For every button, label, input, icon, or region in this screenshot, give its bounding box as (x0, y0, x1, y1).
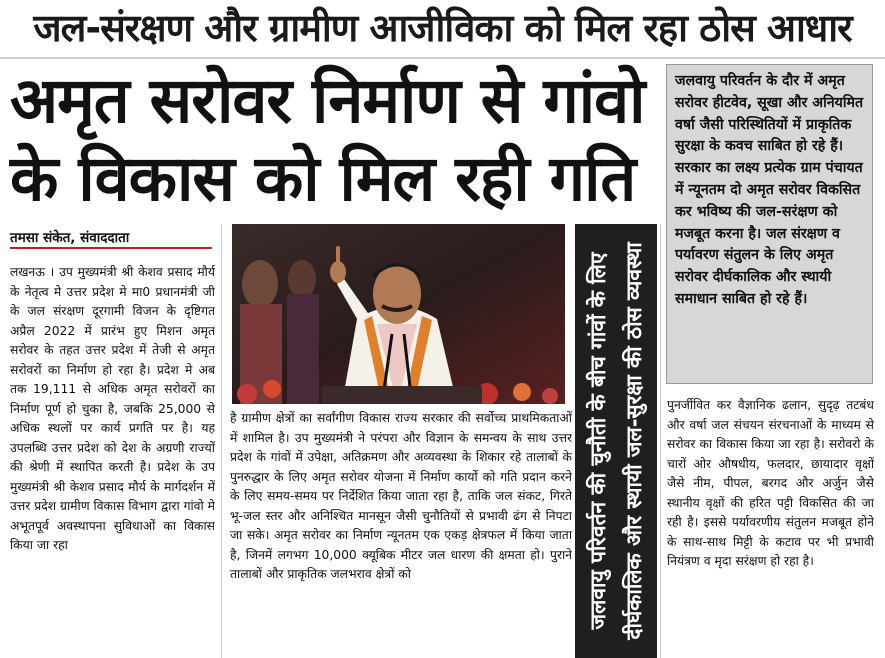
top-rule (0, 57, 885, 59)
column-divider (221, 224, 222, 658)
column-divider (660, 224, 661, 658)
article-column-right: पुनर्जीवित कर वैज्ञानिक ढलान, सुदृढ़ तटबंध और वर्षा जल संचयन संरचनाओं के माध्यम से सरोवर का विकास किया जा रहा है। सरोवरो के चारों ओर औषधीय, फलदार, छायादार वृक्षों जैसे नीम, पीपल, बरगद और अर्जुन जैसे स्थानीय वृक्षों की हरित पट्टी विकसित की जा रही है। इससे पर्यावरणीय संतुलन मजबूत होने के साथ-साथ मिट्टी के कटाव पर भी प्रभावी नियंत्रण व मृदा सरंक्षण हो रहा है। (667, 398, 874, 568)
vertical-strip-line-2: दीर्घकालिक और स्थायी जल-सुरक्षा की ठोस व्यवस्था (622, 242, 646, 640)
byline-rule (10, 247, 212, 249)
byline: तमसा संकेत, संवाददाता (10, 230, 130, 246)
main-headline (10, 62, 660, 218)
kicker-headline: जल-संरक्षण और ग्रामीण आजीविका को मिल रहा ठोस आधार (33, 6, 852, 50)
vertical-strip-text (575, 224, 657, 658)
speaker-photo-illustration (232, 224, 565, 404)
headline-line-2: के विकास को मिल रही गति (10, 142, 636, 215)
speaker-photo (232, 224, 565, 404)
highlight-box: जलवायु परिवर्तन के दौर में अमृत सरोवर हीटवेव, सूखा और अनियमित वर्षा जैसी परिस्थितियों में प्राकृतिक सुरक्षा के कवच साबित हो रहे हैं। सरकार का लक्ष्य प्रत्येक ग्राम पंचायत में न्यूनतम दो अमृत सरोवर विकसित कर भविष्य की जल-सरंक्षण को मजबूत करना है। जल संरक्षण व पर्यावरण संतुलन के लिए अमृत सरोवर दीर्घकालिक और स्थायी समाधान साबित हो रहे हैं। (666, 64, 873, 384)
headline-line-1: अमृत सरोवर निर्माण से गांवो (10, 64, 645, 137)
vertical-strip (575, 224, 657, 658)
article-column-left: लखनऊ । उप मुख्यमंत्री श्री केशव प्रसाद मौर्य के नेतृत्व मे उत्तर प्रदेश मे मा0 प्रधानमंत्री जी के जल संरक्षण दूरगामी विजन के दृष्टिगत अप्रैल 2022 में प्रारंभ हुए मिशन अमृत सरोवर के तहत उत्तर प्रदेश में तेजी से अमृत सरोवरों का निर्माण हो रहा है। प्रदेश मे अब तक 19,111 से अधिक अमृत सरोवरों का निर्माण पूर्ण हो चुका है, जबकि 25,000 से अधिक स्थलों पर कार्य प्रगति पर है। यह उपलब्धि उत्तर प्रदेश को देश के अग्रणी राज्यों की श्रेणी में स्थापित करती है। प्रदेश के उप मुख्यमंत्री श्री केशव प्रसाद मौर्य के मार्गदर्शन में उत्तर प्रदेश ग्रामीण विकास विभाग द्वारा गांवो मे अभूतपूर्व अवस्थापना सुविधाओं का विकास किया जा रहा (10, 265, 215, 552)
vertical-strip-line-1: जलवायु परिवर्तन की चुनौती के बीच गांवों के लिए (586, 252, 610, 630)
article-column-middle: है ग्रामीण क्षेत्रों का सर्वांगीण विकास राज्य सरकार की सर्वोच्च प्राथमिकताओं में शामिल है। उप मुख्यमंत्री ने परंपरा और विज्ञान के समन्वय के साथ उत्तर प्रदेश के गांवों में उपेक्षा, अतिक्रमण और अव्यवस्था के शिकार रहे तालाबों के पुनरुद्धार के लिए अमृत सरोवर योजना में निर्माण कार्यो को गति प्रदान करने के लिए समय-समय पर निर्देशित किया जाता रहा है, ताकि जल संकट, गिरते भू-जल स्तर और अनिश्चित मानसून जैसी चुनौतियों से प्रभावी ढंग से निपटा जा सके। अमृत सरोवर का निर्माण न्यूनतम एक एकड़ क्षेत्रफल में किया जाता है, जिनमें लगभग 10,000 क्यूबिक मीटर जल धारण की क्षमता हो। पुराने तालाबों और प्राकृतिक जलभराव क्षेत्रों को (230, 411, 572, 581)
